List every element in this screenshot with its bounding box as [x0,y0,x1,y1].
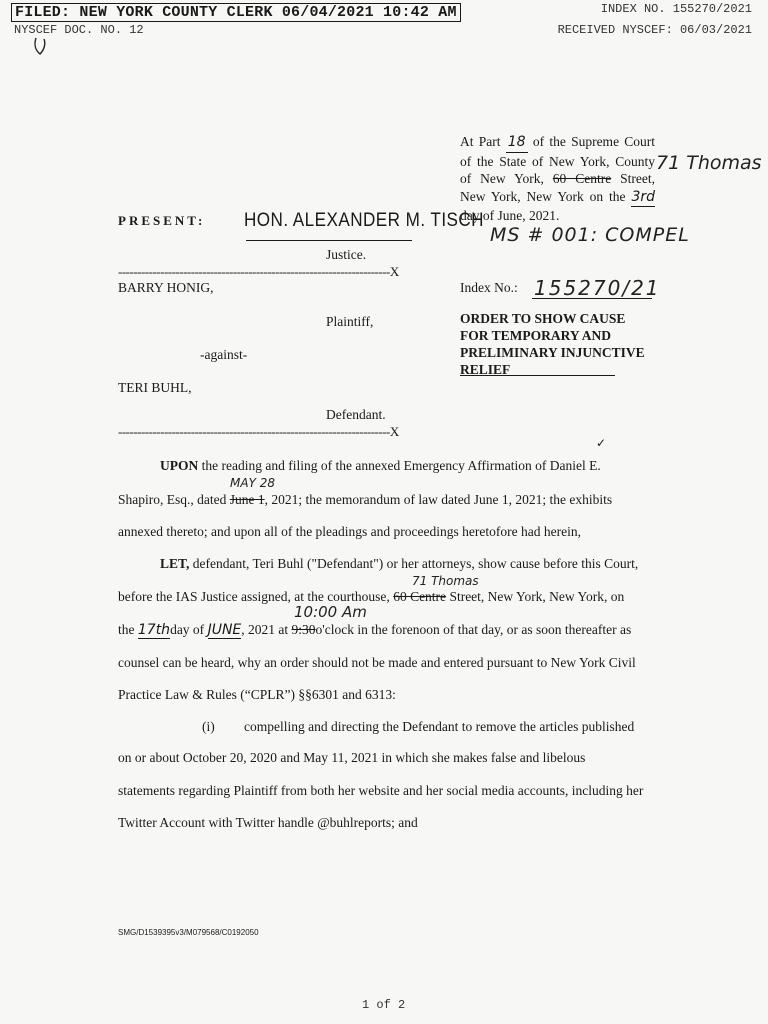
handwritten-time: 10:00 Am [294,603,367,621]
index-label: Index No.: [460,280,518,295]
order-title [460,310,645,378]
handwritten-month: JUNE [207,622,242,638]
court-caption [460,133,655,225]
street-struck: 60 Centre [552,171,612,186]
para1-text-a: the reading and filing of the annexed Emergency Affirmation of Daniel E. [201,458,601,473]
check-mark-icon: ✓ [596,436,607,450]
the-word: the [118,622,135,637]
ink-scribble-icon [32,36,50,64]
caption-divider-top: -----------------------------------------------------------------------X [118,264,399,279]
upon-lead: UPON [160,458,199,473]
order-title-line-3: PRELIMINARY INJUNCTIVE [460,345,645,360]
defendant-name: TERI BUHL, [118,380,192,395]
handwritten-street: 71 Thomas [656,152,762,174]
present-label: PRESENT: [118,213,206,228]
city-line: New York, New York on the [460,188,626,204]
handwritten-day: 17th [137,622,171,638]
para2-line1 [160,556,638,572]
street-word: Street, [620,171,655,186]
para2-line3 [118,622,631,639]
judge-name: HON. ALEXANDER M. TISCH [244,210,484,231]
part-suffix: of the Supreme Court of the State of New York, County of New York, [460,134,656,186]
index-underline [532,298,652,299]
document-code: SMG/D1539395v3/M079568/C0192050 [118,928,259,937]
motion-sequence-handwritten: MS # 001: COMPEL [490,224,690,246]
order-title-line-1: ORDER TO SHOW CAUSE [460,311,626,326]
para1-line3: annexed thereto; and upon all of the pleadings and proceedings heretofore had herein, [118,524,581,539]
caption-divider-bottom: -----------------------------------------------------------------------X [118,424,399,439]
item-line1: compelling and directing the Defendant to remove the articles published [244,719,635,734]
page-number: 1 of 2 [362,998,406,1012]
para2-line4: counsel can be heard, why an order should not be made and entered pursuant to New York Civil [118,655,636,670]
received-stamp: RECEIVED NYSCEF: 06/03/2021 [557,23,752,37]
para2-b-prefix: before the IAS Justice assigned, at the courthouse, [118,589,390,604]
para2-c-rest: o'clock in the forenoon of that day, or as soon thereafter as [315,622,632,637]
para2-text-a: defendant, Teri Buhl ("Defendant") or her attorneys, show cause before this Court, [192,556,639,571]
item-line4: Twitter Account with Twitter handle @buhlreports; and [118,815,418,830]
justice-title: Justice. [326,247,367,262]
para2-b-rest: Street, New York, New York, on [449,589,625,604]
day-suffix: day of June, 2021. [460,208,560,223]
handwritten-courthouse-street: 71 Thomas [412,574,479,588]
para2-line5: Practice Law & Rules (“CPLR”) §§6301 and 6313: [118,687,396,702]
index-value-handwritten: 155270/21 [534,276,661,300]
item-number: (i) [202,719,215,734]
day-handwritten: 3rd [631,189,655,208]
struck-street: 60 Centre [393,589,447,604]
filed-stamp: FILED: NEW YORK COUNTY CLERK 06/04/2021 10:42 AM [11,3,461,22]
para1-line2 [118,492,612,508]
order-title-underline [460,375,615,376]
order-title-line-2: FOR TEMPORARY AND [460,328,612,343]
item-line3: statements regarding Plaintiff from both her website and her social media accounts, including her [118,783,644,798]
para1-line1 [160,458,601,474]
nyscef-doc-number: NYSCEF DOC. NO. 12 [14,23,144,37]
let-lead: LET, [160,556,190,571]
defendant-role: Defendant. [326,407,386,422]
struck-date: June 1 [229,492,265,507]
para1-b-rest: , 2021; the memorandum of law dated June 1, 2021; the exhibits [264,492,613,507]
struck-time: 9:30 [291,622,316,637]
para2-line2 [118,589,624,605]
para1-b-prefix: Shapiro, Esq., dated [118,492,227,507]
plaintiff-role: Plaintiff, [326,314,374,329]
plaintiff-name: BARRY HONIG, [118,280,214,295]
part-number: 18 [506,134,528,153]
handwritten-date: MAY 28 [230,476,275,490]
judge-signature-line [246,240,412,241]
item-line2: on or about October 20, 2020 and May 11, 2021 in which she makes false and libelous [118,750,586,765]
part-prefix: At Part [460,134,501,149]
index-number-stamp: INDEX NO. 155270/2021 [600,2,752,16]
day-of-word: day of [170,622,205,637]
order-title-line-4: RELIEF [460,362,511,377]
against-label: -against- [200,347,248,362]
year-text: , 2021 at [241,622,289,637]
